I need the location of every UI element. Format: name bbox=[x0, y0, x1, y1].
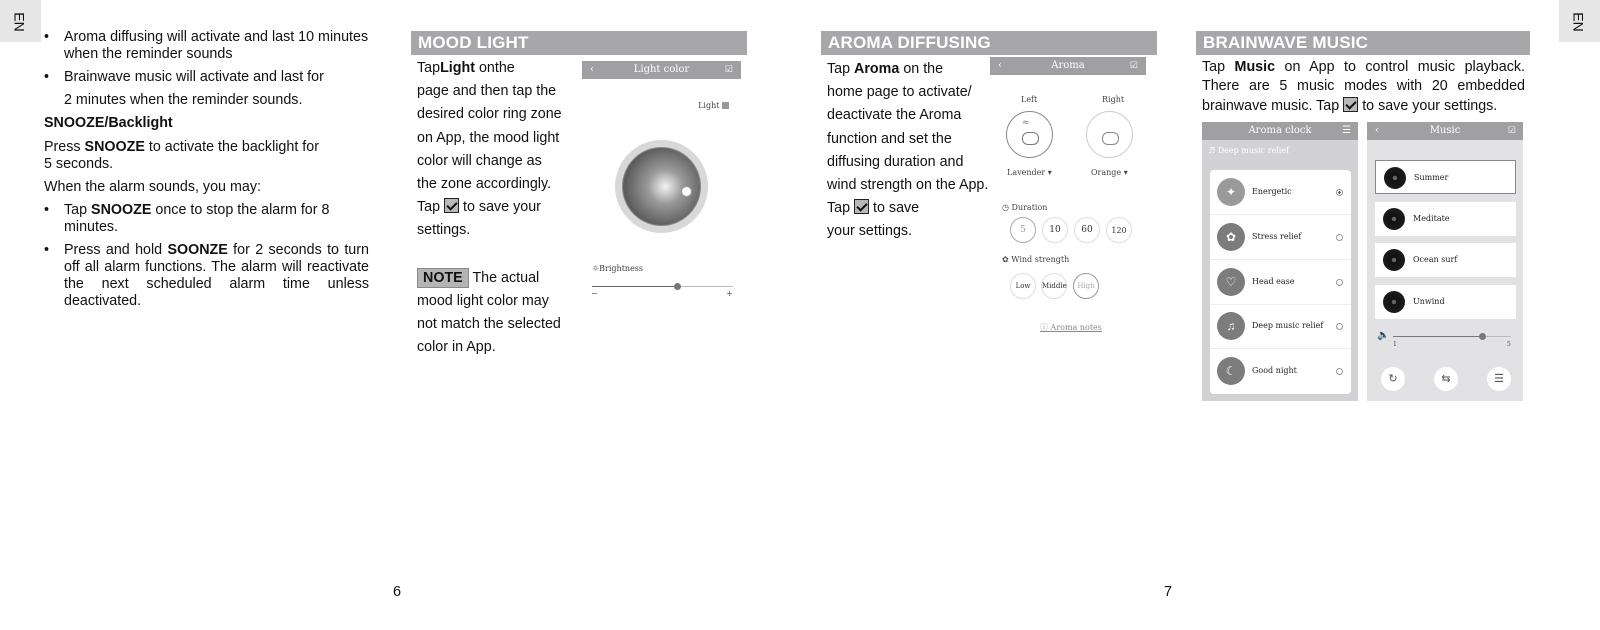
plus-label: + bbox=[726, 289, 733, 298]
track-item[interactable] bbox=[1375, 160, 1516, 194]
snooze-text-2: 5 seconds. bbox=[44, 156, 114, 172]
back-icon[interactable]: ‹ bbox=[1375, 125, 1379, 136]
track-label: Ocean surf bbox=[1413, 255, 1458, 264]
right-label: Right bbox=[1102, 95, 1125, 104]
diffuser-icon bbox=[1102, 132, 1119, 145]
mode-icon: ✦ bbox=[1217, 178, 1245, 206]
disc-icon bbox=[1383, 291, 1405, 313]
duration-option[interactable]: 5 bbox=[1010, 217, 1036, 243]
back-icon[interactable]: ‹ bbox=[998, 60, 1002, 71]
light-toggle[interactable]: Light bbox=[698, 101, 729, 110]
duration-option[interactable]: 60 bbox=[1074, 217, 1100, 243]
brightness-label: ☼Brightness bbox=[592, 264, 644, 273]
check-icon bbox=[444, 198, 459, 213]
mood-light-heading: MOOD LIGHT bbox=[411, 31, 747, 55]
mode-label: Deep music relief bbox=[1252, 321, 1324, 331]
wind-option[interactable]: High bbox=[1073, 273, 1099, 299]
clock-icon: ◷ bbox=[1002, 203, 1009, 212]
disc-icon bbox=[1384, 167, 1406, 189]
mode-icon: ✿ bbox=[1217, 223, 1245, 251]
snooze-text: Press SNOOZE to activate the backlight for bbox=[44, 139, 319, 155]
diffuser-icon bbox=[1022, 132, 1039, 145]
minus-label: − bbox=[591, 289, 598, 298]
aroma-text: Tap Aroma on the home page to activate/ deactivate the Aroma function and set the diffusing duration and wind strength on the App. Tap to save your settings. bbox=[827, 61, 989, 240]
info-icon: ⓘ bbox=[1040, 323, 1048, 332]
mode-radio[interactable] bbox=[1336, 323, 1343, 330]
note-label: NOTE bbox=[417, 268, 469, 288]
track-item[interactable] bbox=[1375, 285, 1516, 319]
list-item: • Press and hold SOONZE for 2 seconds to turn off all alarm functions. The alarm will reactivate the next scheduled alarm time unless deactivated. bbox=[44, 242, 369, 309]
mode-label: Good night bbox=[1252, 366, 1297, 376]
mode-item[interactable] bbox=[1210, 304, 1351, 349]
section-heading: SNOOZE/Backlight bbox=[44, 115, 173, 131]
left-scent-select[interactable]: Lavender ▾ bbox=[1007, 168, 1052, 177]
color-picker-handle[interactable] bbox=[681, 186, 692, 197]
disc-icon bbox=[1383, 208, 1405, 230]
list-item: • Tap SNOOZE once to stop the alarm for 8 minutes. bbox=[44, 202, 330, 235]
list-item: • Brainwave music will activate and last for bbox=[44, 69, 324, 85]
save-icon[interactable]: ☑ bbox=[1129, 61, 1138, 71]
mode-item[interactable] bbox=[1210, 170, 1351, 215]
page-number-right: 7 bbox=[1164, 584, 1173, 600]
mode-item[interactable] bbox=[1210, 215, 1351, 260]
alarm-intro: When the alarm sounds, you may: bbox=[44, 179, 261, 195]
mood-light-text: TapLight onthe page and then tap the desired color ring zone on App, the mood light color will change as the zone accordingly. Tap to save your settings. NOTE The actual mood light color may not match the selected color in App. bbox=[417, 60, 562, 356]
language-tab-left: EN bbox=[0, 0, 41, 42]
volume-max: 5 bbox=[1507, 341, 1511, 348]
right-scent-select[interactable]: Orange ▾ bbox=[1091, 168, 1128, 177]
sun-icon: ☼ bbox=[592, 264, 600, 273]
mode-label: Energetic bbox=[1252, 187, 1292, 196]
wind-strength-label: ✿ Wind strength bbox=[1002, 255, 1070, 264]
save-icon[interactable]: ☑ bbox=[724, 65, 733, 75]
aroma-clock-app bbox=[1202, 122, 1358, 401]
left-diffuser-button[interactable] bbox=[1006, 111, 1053, 158]
duration-option[interactable]: 10 bbox=[1042, 217, 1068, 243]
duration-label: ◷ Duration bbox=[1002, 203, 1048, 212]
mode-icon: ♫ bbox=[1217, 312, 1245, 340]
wind-option[interactable]: Middle bbox=[1041, 273, 1067, 299]
aroma-app bbox=[990, 57, 1146, 337]
mode-radio[interactable] bbox=[1336, 279, 1343, 286]
left-label: Left bbox=[1021, 95, 1038, 104]
music-note-icon: ♬ bbox=[1208, 146, 1216, 155]
right-diffuser-button[interactable] bbox=[1086, 111, 1133, 158]
volume-icon: 🔈 bbox=[1377, 330, 1390, 341]
fan-icon: ✿ bbox=[1002, 255, 1009, 264]
check-icon bbox=[1343, 97, 1358, 112]
color-ring[interactable] bbox=[615, 140, 708, 233]
track-item[interactable] bbox=[1375, 243, 1516, 277]
music-app bbox=[1367, 122, 1523, 401]
shuffle-icon[interactable]: ⇆ bbox=[1434, 367, 1458, 391]
back-icon[interactable]: ‹ bbox=[590, 64, 594, 75]
volume-min: 1 bbox=[1393, 341, 1397, 348]
repeat-icon[interactable]: ↻ bbox=[1381, 367, 1405, 391]
mode-radio[interactable] bbox=[1336, 368, 1343, 375]
mode-subtitle: ♬ Deep music relief bbox=[1208, 146, 1290, 155]
mode-label: Head ease bbox=[1252, 276, 1295, 286]
save-icon[interactable]: ☑ bbox=[1507, 126, 1516, 136]
mode-radio[interactable] bbox=[1336, 234, 1343, 241]
playlist-icon[interactable]: ☰ bbox=[1487, 367, 1511, 391]
volume-slider[interactable] bbox=[1393, 336, 1511, 337]
brightness-slider[interactable] bbox=[592, 286, 733, 287]
mode-label: Stress relief bbox=[1252, 231, 1302, 241]
app-bar: ‹ Music ☑ bbox=[1367, 122, 1523, 140]
menu-icon[interactable]: ☰ bbox=[1342, 125, 1351, 136]
music-text: Tap Music on App to control music playback. There are 5 music modes with 20 embedded brainwave music. Tap to save your settings. bbox=[1202, 59, 1525, 114]
app-bar: ‹ Light color ☑ bbox=[582, 61, 741, 79]
track-label: Meditate bbox=[1413, 213, 1450, 223]
track-item[interactable] bbox=[1375, 202, 1516, 236]
mode-icon: ♡ bbox=[1217, 268, 1245, 296]
mode-radio[interactable] bbox=[1336, 189, 1343, 196]
track-label: Summer bbox=[1414, 173, 1449, 182]
mode-icon: ☾ bbox=[1217, 357, 1245, 385]
list-item: • Aroma diffusing will activate and last 10 minutes when the reminder sounds bbox=[44, 29, 369, 62]
mode-item[interactable] bbox=[1210, 260, 1351, 305]
left-column bbox=[44, 29, 369, 310]
aroma-notes-link[interactable]: ⓘ Aroma notes bbox=[1040, 323, 1102, 332]
mode-list bbox=[1210, 170, 1351, 394]
app-bar: Aroma clock ☰ bbox=[1202, 122, 1358, 140]
mode-item[interactable] bbox=[1210, 349, 1351, 393]
aroma-heading: AROMA DIFFUSING bbox=[821, 31, 1157, 55]
duration-option[interactable]: 120 bbox=[1106, 217, 1132, 243]
wind-option[interactable]: Low bbox=[1010, 273, 1036, 299]
check-icon bbox=[854, 199, 869, 214]
page-number-left: 6 bbox=[393, 584, 402, 600]
track-label: Unwind bbox=[1413, 296, 1445, 306]
light-color-app bbox=[582, 61, 741, 301]
music-heading: BRAINWAVE MUSIC bbox=[1196, 31, 1530, 55]
language-tab-right: EN bbox=[1559, 0, 1600, 42]
list-item-continuation: 2 minutes when the reminder sounds. bbox=[64, 92, 303, 108]
steam-icon: ≈ bbox=[1022, 118, 1030, 128]
disc-icon bbox=[1383, 249, 1405, 271]
app-bar: ‹ Aroma ☑ bbox=[990, 57, 1146, 75]
